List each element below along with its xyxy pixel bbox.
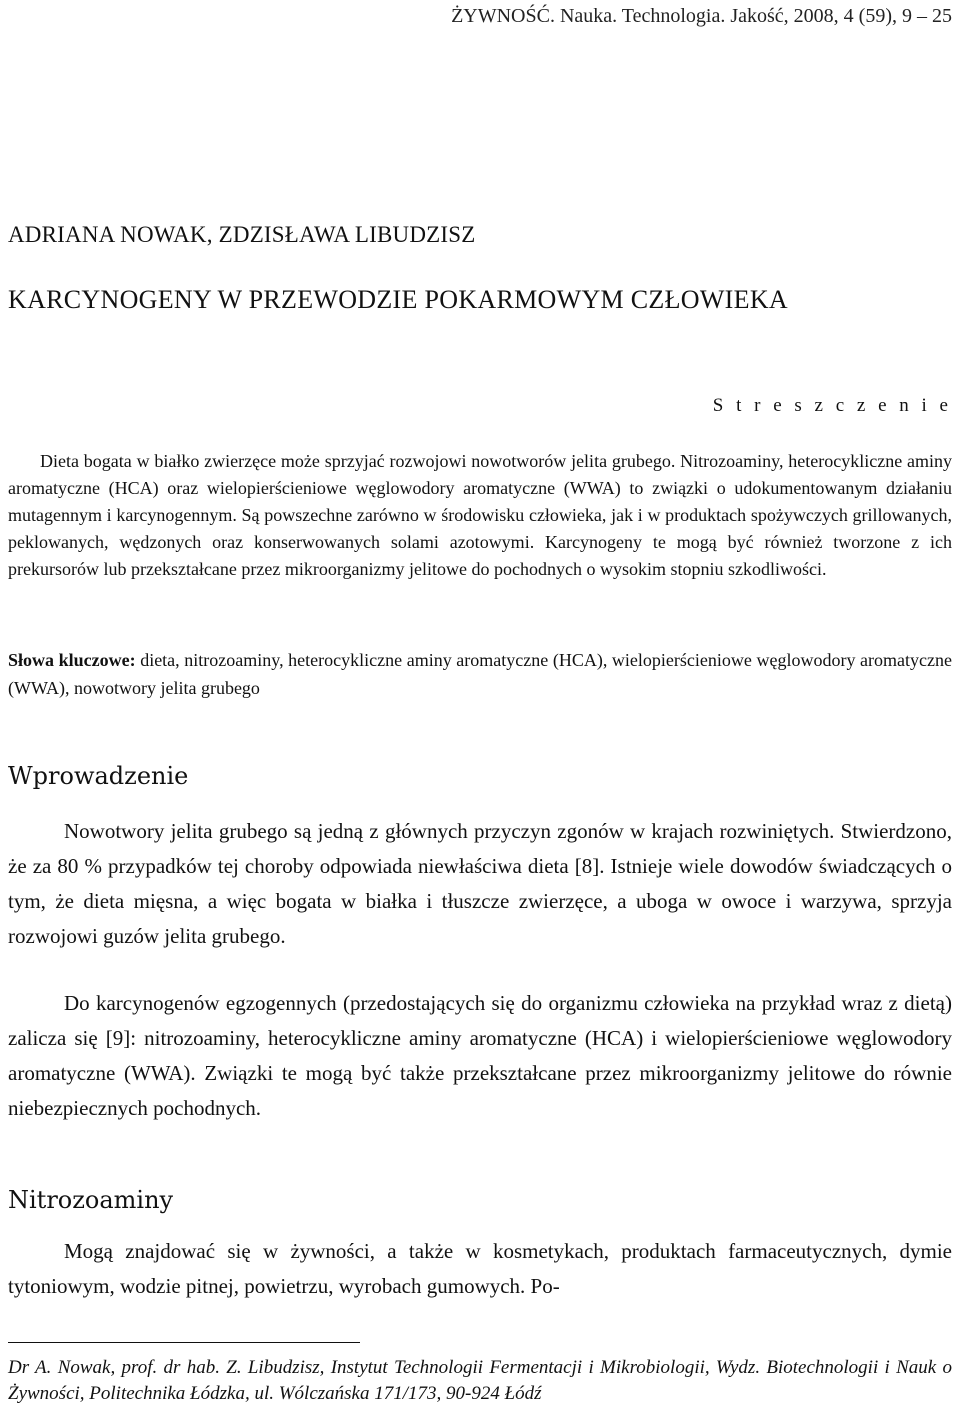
abstract-text: Dieta bogata w białko zwierzęce może sprzyjać rozwojowi nowotworów jelita grubego. Nitrozoaminy, heterocykliczne aminy aromatyczne (HCA) oraz wielopierścieniowe węglowodory aromatyczne (WWA) to związki o udokumentowanym działaniu mutagennym i karcynogennym. Są powszechne zarówno w środowisku człowieka, jak i w produktach spożywczych grillowanych, peklowanych, wędzonych oraz konserwowanych solami azotowymi. Karcynogeny te mogą być również tworzone z ich prekursorów lub przekształcane przez mikroorganizmy jelitowe do pochodnych o wysokim stopniu szkodliwości. xyxy=(8,451,952,579)
author-affiliation-footnote: Dr A. Nowak, prof. dr hab. Z. Libudzisz, Instytut Technologii Fermentacji i Mikrobiologii, Wydz. Biotechnologii i Nauk o Żywności, Politechnika Łódzka, ul. Wólczańska 171/173, 90-924 Łódź xyxy=(8,1357,952,1404)
section-heading-nitrosamines: Nitrozoaminy xyxy=(8,1186,174,1214)
section-heading-introduction: Wprowadzenie xyxy=(8,762,189,790)
article-title: KARCYNOGENY W PRZEWODZIE POKARMOWYM CZŁOWIEKA xyxy=(8,285,788,314)
intro-paragraph-1: Nowotwory jelita grubego są jedną z głównych przyczyn zgonów w krajach rozwiniętych. Stwierdzono, że za 80 % przypadków tej choroby odpowiada niewłaściwa dieta [8]. Istnieje wiele dowodów świadczących o tym, że dieta mięsna, a więc bogata w białka i tłuszcze zwierzęce, a uboga w owoce i warzywa, sprzyja rozwojowi guzów jelita grubego. xyxy=(8,819,952,948)
abstract-heading: S t r e s z c z e n i e xyxy=(712,395,952,416)
intro-paragraph-2: Do karcynogenów egzogennych (przedostających się do organizmu człowieka na przykład wraz z dietą) zalicza się [9]: nitrozoaminy, heterocykliczne aminy aromatyczne (HCA) i wielopierścieniowe węglowodory aromatyczne (WWA). Związki te mogą być także przekształcane przez mikroorganizmy jelitowe do równie niebezpiecznych pochodnych. xyxy=(8,991,952,1120)
keywords-label: Słowa kluczowe: xyxy=(8,650,136,670)
nitrosamines-paragraph-1: Mogą znajdować się w żywności, a także w kosmetykach, produktach farmaceutycznych, dymie tytoniowym, wodzie pitnej, powietrzu, wyrobach gumowych. Po- xyxy=(8,1239,952,1298)
keywords xyxy=(8,646,952,702)
article-authors: ADRIANA NOWAK, ZDZISŁAWA LIBUDZISZ xyxy=(8,222,476,247)
keywords-text: dieta, nitrozoaminy, heterocykliczne aminy aromatyczne (HCA), wielopierścieniowe węglowodory aromatyczne (WWA), nowotwory jelita grubego xyxy=(8,650,952,698)
footnote-divider xyxy=(8,1342,360,1343)
journal-header: ŻYWNOŚĆ. Nauka. Technologia. Jakość, 2008, 4 (59), 9 – 25 xyxy=(451,5,952,27)
